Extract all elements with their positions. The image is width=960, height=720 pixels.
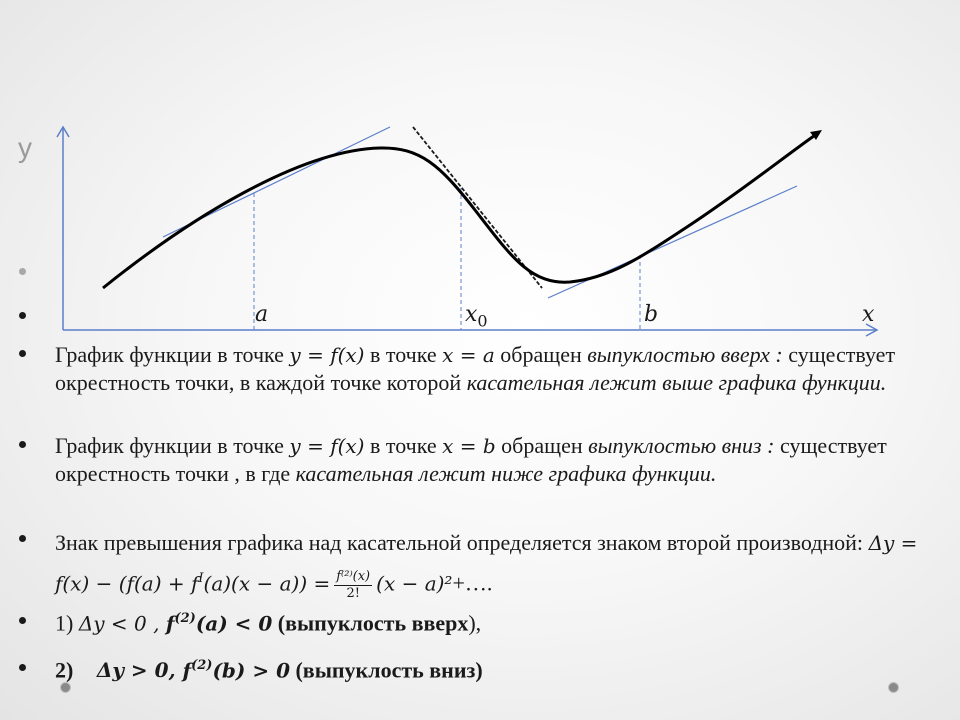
paragraph-concave-down-definition bbox=[55, 432, 950, 487]
p3-math-sup: I bbox=[198, 571, 204, 586]
p4-math-f: f bbox=[165, 611, 175, 636]
p5-bold-text: (выпуклость вниз) bbox=[289, 657, 483, 683]
point-x0-main: x bbox=[465, 302, 478, 327]
paragraph-concave-up-definition bbox=[55, 341, 950, 396]
tangent-line-at-b bbox=[548, 186, 797, 298]
bullet-4 bbox=[19, 617, 26, 624]
p1-text-2: в точке bbox=[364, 342, 443, 367]
bullet-3 bbox=[19, 535, 26, 542]
p5-bold-number: 2) bbox=[55, 657, 74, 683]
p1-math-function: y = f(x) bbox=[289, 343, 365, 367]
p3-math-1: Δy = f(x) − (f(a) + f bbox=[55, 531, 918, 596]
corner-dot-right bbox=[888, 682, 899, 693]
p1-text-4: существует окрестность точки, в каждой точке которой bbox=[55, 342, 896, 395]
p2-math-point: x = b bbox=[442, 434, 496, 458]
p3-fraction-numerator: f⁽²⁾(x) bbox=[336, 568, 371, 584]
paragraph-second-derivative-sign bbox=[55, 525, 950, 602]
p3-fraction bbox=[334, 569, 372, 602]
point-x0-label bbox=[465, 304, 488, 329]
y-axis-label: y bbox=[18, 132, 32, 163]
bullet-empty-2 bbox=[19, 312, 26, 319]
x-axis-label: x bbox=[862, 302, 875, 327]
bullet-5 bbox=[19, 664, 26, 671]
p3-math-2: (a)(x − a)) = bbox=[203, 571, 331, 596]
p3-math-3: (x − a)² bbox=[376, 571, 453, 596]
bullet-empty-1 bbox=[19, 268, 26, 275]
p4-math-1: Δy < 0 , bbox=[78, 611, 166, 636]
bullet-2 bbox=[19, 441, 26, 448]
p2-italic-2: касательная лежит ниже графика функции. bbox=[295, 461, 717, 486]
p2-italic-1: выпуклостью вниз : bbox=[588, 433, 775, 458]
point-a-label: a bbox=[255, 302, 269, 327]
p4-math-sup: (2) bbox=[174, 611, 196, 626]
bullet-1 bbox=[19, 350, 26, 357]
point-x0-subscript: 0 bbox=[477, 311, 488, 331]
p4-bold-text: (выпуклость вверх bbox=[272, 610, 469, 636]
p1-text-1: График функции в точке bbox=[55, 342, 290, 367]
paragraph-case-2 bbox=[55, 652, 950, 684]
p2-text-3: обращен bbox=[495, 433, 589, 458]
p5-math-2: (b) > 0 bbox=[212, 658, 290, 683]
p4-text-1: 1) bbox=[55, 610, 79, 636]
p3-text-2: +…. bbox=[452, 570, 493, 596]
corner-dot-left bbox=[60, 682, 71, 693]
p1-italic-2: касательная лежит выше графика функции. bbox=[466, 370, 887, 395]
p4-math-2: (a) < 0 bbox=[195, 611, 273, 636]
p2-text-2: в точке bbox=[364, 433, 443, 458]
p3-fraction-denominator: 2! bbox=[346, 585, 360, 601]
p5-math-1: Δy > 0, bbox=[96, 658, 183, 683]
p2-text-4: существует окрестность точки , в где bbox=[55, 433, 887, 486]
p1-math-point: x = a bbox=[442, 343, 495, 367]
p2-text-1: График функции в точке bbox=[55, 433, 290, 458]
p4-text-2: ), bbox=[468, 610, 482, 636]
p1-italic-1: выпуклостью вверх : bbox=[587, 342, 783, 367]
paragraph-case-1 bbox=[55, 605, 950, 637]
p5-math-sup: (2) bbox=[191, 658, 213, 673]
point-b-label: b bbox=[644, 302, 659, 327]
p1-text-3: обращен bbox=[494, 342, 588, 367]
p2-math-function: y = f(x) bbox=[289, 434, 365, 458]
p3-text-1: Знак превышения графика над касательной определяется знаком второй производной: bbox=[55, 530, 869, 555]
p5-math-f: f bbox=[182, 658, 192, 683]
